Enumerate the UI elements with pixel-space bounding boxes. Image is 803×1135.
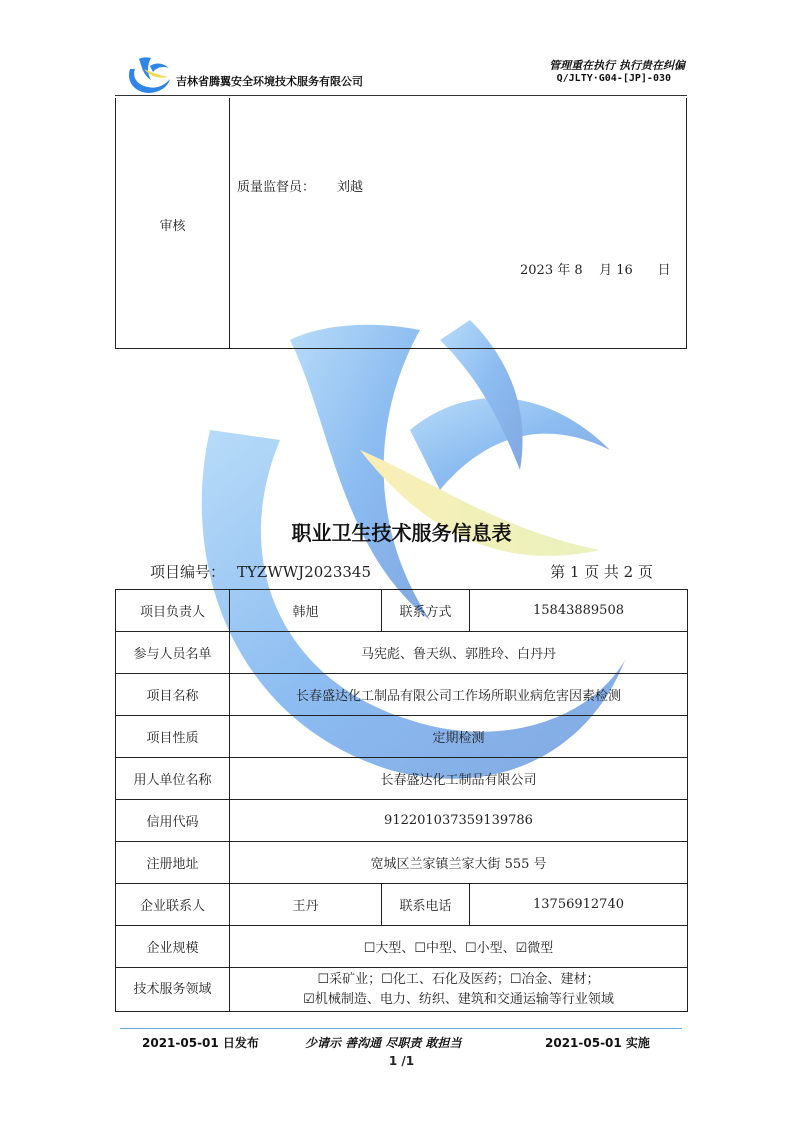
scale-label: 企业规模 bbox=[116, 926, 230, 968]
page-title: 职业卫生技术服务信息表 bbox=[291, 521, 512, 545]
nature-value: 定期检测 bbox=[230, 716, 688, 758]
address-value: 宽城区兰家镇兰家大街 555 号 bbox=[230, 842, 688, 884]
field-line-2: ☑机械制造、电力、纺织、建筑和交通运输等行业领域 bbox=[303, 991, 614, 1007]
table-row bbox=[116, 842, 688, 884]
document-code: Q/JLTY·G04-[JP]-030 bbox=[556, 73, 671, 84]
company-contact-value: 王丹 bbox=[230, 884, 382, 926]
table-row bbox=[116, 674, 688, 716]
project-number-value: TYZWWJ2023345 bbox=[237, 563, 371, 581]
scale-value: ☐大型、☐中型、☐小型、☑微型 bbox=[230, 926, 688, 968]
participants-value: 马宪彪、鲁天纵、郭胜玲、白丹丹 bbox=[230, 632, 688, 674]
phone-label: 联系电话 bbox=[382, 884, 470, 926]
company-motto: 管理重在执行 执行贵在纠偏 bbox=[549, 59, 685, 72]
table-row bbox=[116, 884, 688, 926]
table-row bbox=[116, 590, 688, 632]
field-line-1: ☐采矿业；☐化工、石化及医药；☐冶金、建材； bbox=[317, 971, 600, 987]
footer-effective: 2021-05-01 实施 bbox=[545, 1036, 650, 1050]
table-row bbox=[116, 716, 688, 758]
approval-label: 审核 bbox=[159, 219, 186, 234]
footer-slogan: 少请示 善沟通 尽职责 敢担当 bbox=[305, 1036, 462, 1050]
supervisor-name: 刘越 bbox=[337, 180, 364, 195]
table-row bbox=[116, 926, 688, 968]
project-number bbox=[150, 561, 371, 582]
credit-code-label: 信用代码 bbox=[116, 800, 230, 842]
phone-value: 13756912740 bbox=[470, 884, 688, 926]
project-name-label: 项目名称 bbox=[116, 674, 230, 716]
approval-section bbox=[115, 98, 687, 349]
page-number: 1 /1 bbox=[388, 1054, 415, 1068]
participants-label: 参与人员名单 bbox=[116, 632, 230, 674]
address-label: 注册地址 bbox=[116, 842, 230, 884]
leader-label: 项目负责人 bbox=[116, 590, 230, 632]
project-name-value: 长春盛达化工制品有限公司工作场所职业病危害因素检测 bbox=[230, 674, 688, 716]
page-info: 第 1 页 共 2 页 bbox=[550, 563, 653, 581]
approval-date: 2023 年 8 月 16 日 bbox=[520, 263, 671, 278]
credit-code-value: 912201037359139786 bbox=[230, 800, 688, 842]
supervisor-line bbox=[237, 176, 363, 195]
leader-value: 韩旭 bbox=[230, 590, 382, 632]
field-value bbox=[230, 968, 688, 1012]
nature-label: 项目性质 bbox=[116, 716, 230, 758]
table-row bbox=[116, 800, 688, 842]
footer-issued: 2021-05-01 日发布 bbox=[142, 1036, 259, 1050]
info-table bbox=[115, 589, 688, 1012]
contact-label: 联系方式 bbox=[382, 590, 470, 632]
company-contact-label: 企业联系人 bbox=[116, 884, 230, 926]
footer-divider bbox=[120, 1028, 682, 1029]
company-logo-icon bbox=[126, 55, 172, 95]
table-row bbox=[116, 758, 688, 800]
approval-divider bbox=[229, 98, 230, 348]
table-row bbox=[116, 632, 688, 674]
company-name: 吉林省腾翼安全环境技术服务有限公司 bbox=[176, 75, 363, 88]
contact-value: 15843889508 bbox=[470, 590, 688, 632]
table-row bbox=[116, 968, 688, 1012]
field-label: 技术服务领域 bbox=[116, 968, 230, 1012]
employer-label: 用人单位名称 bbox=[116, 758, 230, 800]
employer-value: 长春盛达化工制品有限公司 bbox=[230, 758, 688, 800]
supervisor-label: 质量监督员： bbox=[237, 180, 316, 195]
header-divider bbox=[115, 95, 687, 96]
project-number-label: 项目编号： bbox=[150, 563, 226, 581]
